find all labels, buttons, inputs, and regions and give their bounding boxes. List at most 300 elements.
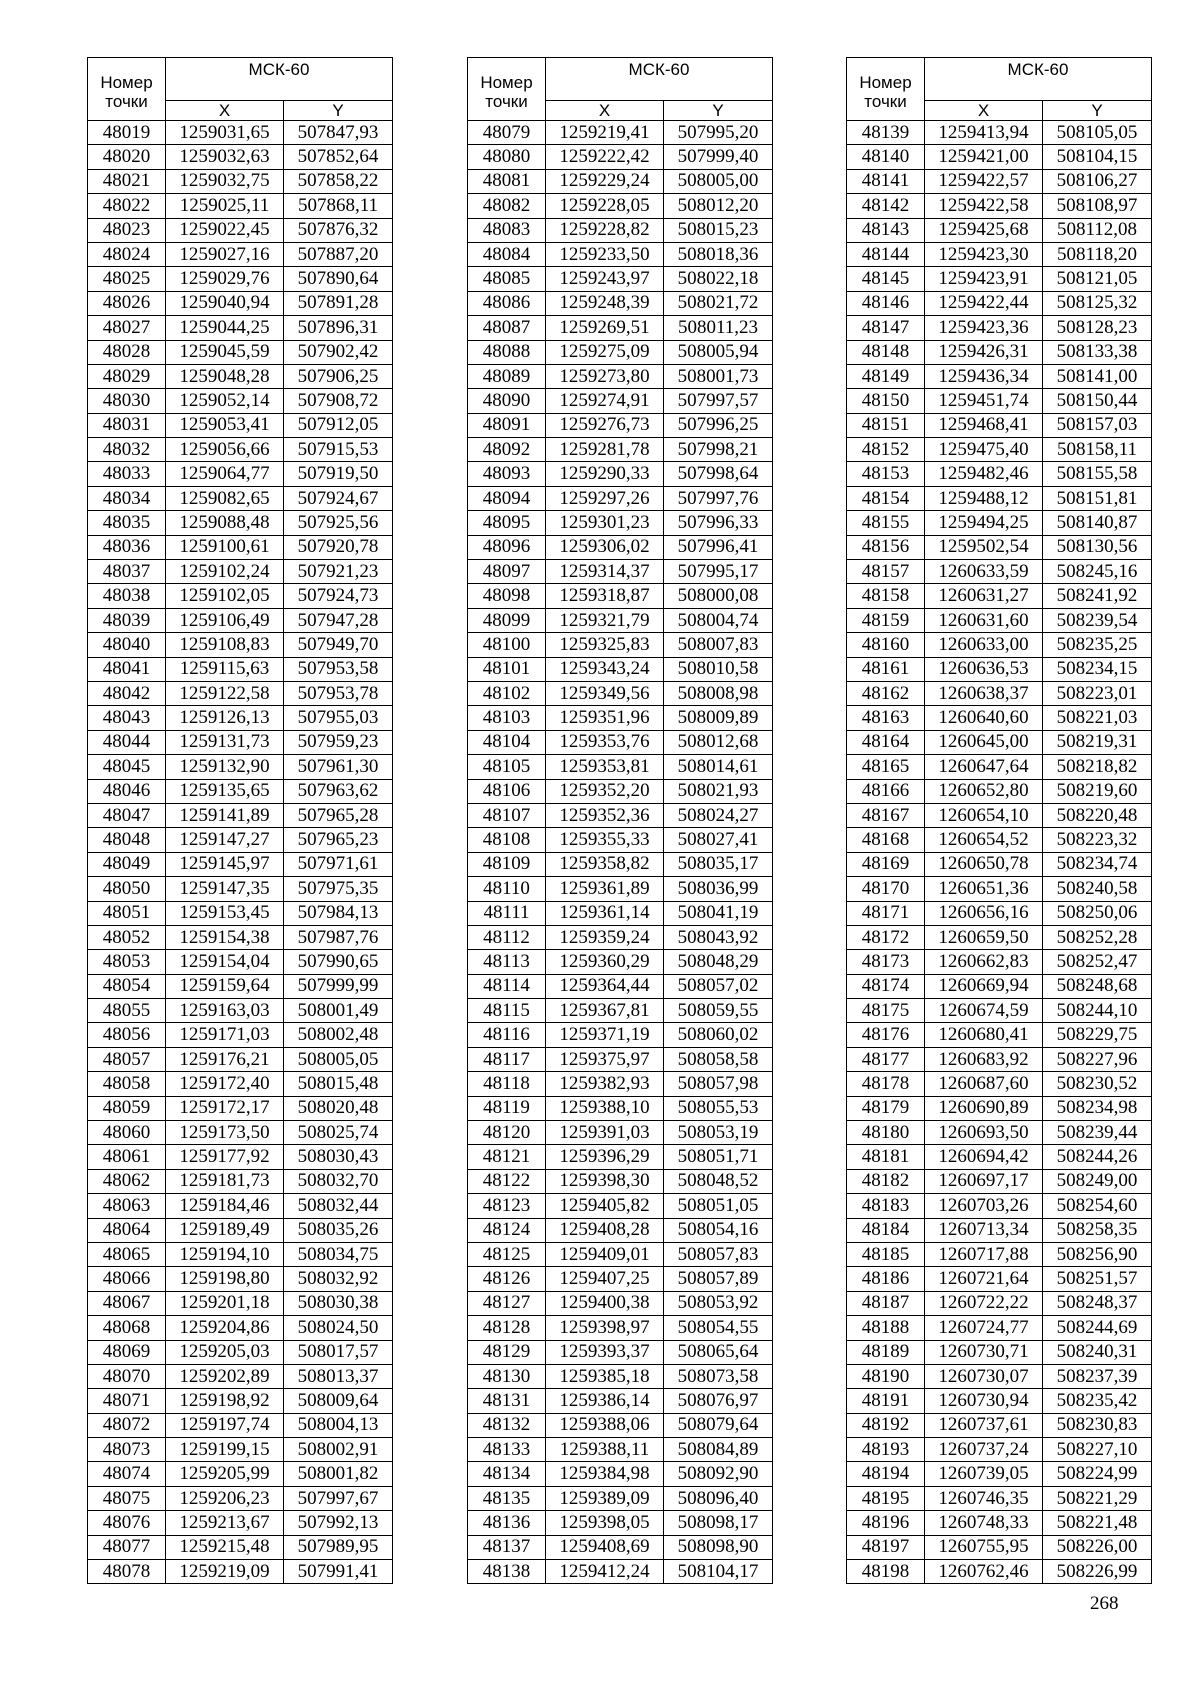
- table-row: [468, 1364, 773, 1388]
- x-coordinate-cell: 1259361,14: [546, 901, 664, 925]
- x-coordinate-cell: 1260717,88: [925, 1242, 1043, 1266]
- y-coordinate-cell: 508106,27: [1043, 169, 1152, 193]
- point-number-cell: 48169: [847, 852, 925, 876]
- point-number-cell: 48135: [468, 1486, 546, 1510]
- point-number-header: Номер точки: [847, 58, 925, 121]
- x-coordinate-cell: 1259219,41: [546, 121, 664, 145]
- point-number-cell: 48105: [468, 755, 546, 779]
- point-number-cell: 48100: [468, 633, 546, 657]
- table-row: [88, 1121, 393, 1145]
- table-row: [88, 608, 393, 632]
- x-coordinate-cell: 1259032,75: [166, 169, 284, 193]
- y-coordinate-cell: 508098,90: [664, 1535, 773, 1559]
- table-row: [468, 169, 773, 193]
- y-coordinate-cell: 508001,82: [284, 1462, 393, 1486]
- table-row: [88, 803, 393, 827]
- x-coordinate-cell: 1260721,64: [925, 1267, 1043, 1291]
- x-coordinate-cell: 1259163,03: [166, 999, 284, 1023]
- point-number-cell: 48177: [847, 1047, 925, 1071]
- y-coordinate-cell: 508112,08: [1043, 218, 1152, 242]
- y-coordinate-cell: 508002,91: [284, 1438, 393, 1462]
- table-row: [468, 608, 773, 632]
- point-number-cell: 48129: [468, 1340, 546, 1364]
- x-coordinate-cell: 1259396,29: [546, 1145, 664, 1169]
- x-coordinate-cell: 1259385,18: [546, 1364, 664, 1388]
- point-number-cell: 48058: [88, 1072, 166, 1096]
- point-number-cell: 48092: [468, 438, 546, 462]
- y-coordinate-cell: 507890,64: [284, 267, 393, 291]
- point-number-cell: 48141: [847, 169, 925, 193]
- x-coordinate-cell: 1259141,89: [166, 803, 284, 827]
- point-number-cell: 48071: [88, 1389, 166, 1413]
- y-coordinate-cell: 508125,32: [1043, 291, 1152, 315]
- point-number-cell: 48186: [847, 1267, 925, 1291]
- table-row: [468, 1291, 773, 1315]
- y-coordinate-cell: 507953,58: [284, 657, 393, 681]
- y-coordinate-cell: 508057,89: [664, 1267, 773, 1291]
- x-coordinate-cell: 1260654,52: [925, 828, 1043, 852]
- point-number-cell: 48114: [468, 974, 546, 998]
- point-number-cell: 48193: [847, 1438, 925, 1462]
- table-row: [88, 681, 393, 705]
- y-coordinate-cell: 508005,05: [284, 1047, 393, 1071]
- y-coordinate-cell: 507847,93: [284, 121, 393, 145]
- y-coordinate-cell: 508065,64: [664, 1340, 773, 1364]
- table-row: [468, 560, 773, 584]
- x-coordinate-cell: 1259147,35: [166, 877, 284, 901]
- x-coordinate-cell: 1259176,21: [166, 1047, 284, 1071]
- table-row: [468, 1486, 773, 1510]
- x-coordinate-cell: 1259197,74: [166, 1413, 284, 1437]
- y-coordinate-cell: 507891,28: [284, 291, 393, 315]
- y-coordinate-cell: 508221,29: [1043, 1486, 1152, 1510]
- y-coordinate-cell: 508030,38: [284, 1291, 393, 1315]
- point-number-cell: 48076: [88, 1511, 166, 1535]
- point-number-cell: 48132: [468, 1413, 546, 1437]
- x-coordinate-cell: 1259371,19: [546, 1023, 664, 1047]
- table-row: [88, 1389, 393, 1413]
- x-coordinate-cell: 1259405,82: [546, 1194, 664, 1218]
- table-row: [88, 999, 393, 1023]
- point-number-cell: 48024: [88, 242, 166, 266]
- point-number-cell: 48130: [468, 1364, 546, 1388]
- y-coordinate-cell: 508220,48: [1043, 803, 1152, 827]
- x-coordinate-cell: 1260730,71: [925, 1340, 1043, 1364]
- point-number-cell: 48113: [468, 950, 546, 974]
- point-number-cell: 48158: [847, 584, 925, 608]
- x-coordinate-cell: 1260633,00: [925, 633, 1043, 657]
- y-coordinate-cell: 508248,68: [1043, 974, 1152, 998]
- table-row: [88, 1413, 393, 1437]
- point-number-cell: 48027: [88, 316, 166, 340]
- table-row: [847, 364, 1152, 388]
- x-coordinate-cell: 1260631,27: [925, 584, 1043, 608]
- x-coordinate-cell: 1259276,73: [546, 413, 664, 437]
- x-coordinate-cell: 1259388,11: [546, 1438, 664, 1462]
- x-coordinate-cell: 1259398,05: [546, 1511, 664, 1535]
- table-row: [468, 486, 773, 510]
- point-number-cell: 48042: [88, 681, 166, 705]
- x-coordinate-cell: 1259421,00: [925, 145, 1043, 169]
- point-number-cell: 48096: [468, 535, 546, 559]
- y-coordinate-cell: 507953,78: [284, 681, 393, 705]
- table-row: [847, 1560, 1152, 1584]
- table-row: [468, 657, 773, 681]
- table-row: [468, 145, 773, 169]
- point-number-header: Номер точки: [468, 58, 546, 121]
- y-coordinate-cell: 508105,05: [1043, 121, 1152, 145]
- x-coordinate-cell: 1259202,89: [166, 1364, 284, 1388]
- y-coordinate-cell: 508244,10: [1043, 999, 1152, 1023]
- point-number-cell: 48029: [88, 364, 166, 388]
- table-row: [468, 242, 773, 266]
- point-number-cell: 48174: [847, 974, 925, 998]
- point-number-cell: 48162: [847, 681, 925, 705]
- point-number-cell: 48048: [88, 828, 166, 852]
- point-number-cell: 48126: [468, 1267, 546, 1291]
- table-row: [847, 852, 1152, 876]
- x-coordinate-cell: 1259053,41: [166, 413, 284, 437]
- point-number-cell: 48063: [88, 1194, 166, 1218]
- x-coordinate-cell: 1259301,23: [546, 511, 664, 535]
- table-row: [468, 1267, 773, 1291]
- table-row: [847, 1535, 1152, 1559]
- x-coordinate-cell: 1259388,10: [546, 1096, 664, 1120]
- point-number-cell: 48095: [468, 511, 546, 535]
- table-row: [847, 779, 1152, 803]
- y-coordinate-cell: 508151,81: [1043, 486, 1152, 510]
- y-coordinate-cell: 508240,31: [1043, 1340, 1152, 1364]
- x-coordinate-cell: 1259422,44: [925, 291, 1043, 315]
- table-row: [847, 291, 1152, 315]
- x-coordinate-cell: 1259189,49: [166, 1218, 284, 1242]
- point-number-cell: 48117: [468, 1047, 546, 1071]
- x-coordinate-cell: 1259367,81: [546, 999, 664, 1023]
- y-coordinate-cell: 507998,21: [664, 438, 773, 462]
- table-row: [468, 925, 773, 949]
- table-row: [88, 1364, 393, 1388]
- x-coordinate-cell: 1259352,36: [546, 803, 664, 827]
- y-coordinate-cell: 507987,76: [284, 925, 393, 949]
- x-coordinate-cell: 1260697,17: [925, 1169, 1043, 1193]
- table-row: [88, 1169, 393, 1193]
- point-number-header: Номер точки: [88, 58, 166, 121]
- x-coordinate-cell: 1259206,23: [166, 1486, 284, 1510]
- y-coordinate-cell: 508032,92: [284, 1267, 393, 1291]
- table-row: [468, 755, 773, 779]
- point-number-cell: 48184: [847, 1218, 925, 1242]
- table-row: [847, 169, 1152, 193]
- table-row: [88, 438, 393, 462]
- table-row: [468, 511, 773, 535]
- point-number-cell: 48195: [847, 1486, 925, 1510]
- x-coordinate-cell: 1259032,63: [166, 145, 284, 169]
- x-coordinate-cell: 1259425,68: [925, 218, 1043, 242]
- x-coordinate-cell: 1259025,11: [166, 194, 284, 218]
- y-coordinate-cell: 508258,35: [1043, 1218, 1152, 1242]
- table-row: [88, 1242, 393, 1266]
- point-number-cell: 48073: [88, 1438, 166, 1462]
- x-coordinate-cell: 1260680,41: [925, 1023, 1043, 1047]
- y-coordinate-cell: 508252,47: [1043, 950, 1152, 974]
- table-row: [88, 730, 393, 754]
- point-number-cell: 48160: [847, 633, 925, 657]
- x-coordinate-cell: 1259082,65: [166, 486, 284, 510]
- point-number-cell: 48033: [88, 462, 166, 486]
- y-coordinate-cell: 508060,02: [664, 1023, 773, 1047]
- y-coordinate-cell: 507989,95: [284, 1535, 393, 1559]
- point-number-cell: 48023: [88, 218, 166, 242]
- table-row: [468, 291, 773, 315]
- y-coordinate-cell: 508098,17: [664, 1511, 773, 1535]
- point-number-cell: 48157: [847, 560, 925, 584]
- table-row: [847, 974, 1152, 998]
- table-row: [468, 1560, 773, 1584]
- y-coordinate-cell: 508027,41: [664, 828, 773, 852]
- x-coordinate-cell: 1259243,97: [546, 267, 664, 291]
- point-number-cell: 48192: [847, 1413, 925, 1437]
- point-number-cell: 48154: [847, 486, 925, 510]
- y-coordinate-cell: 508005,94: [664, 340, 773, 364]
- x-coordinate-cell: 1259088,48: [166, 511, 284, 535]
- table-row: [88, 974, 393, 998]
- y-coordinate-cell: 508223,01: [1043, 681, 1152, 705]
- table-row: [847, 535, 1152, 559]
- table-row: [88, 1072, 393, 1096]
- table-row: [847, 316, 1152, 340]
- y-coordinate-cell: 508241,92: [1043, 584, 1152, 608]
- point-number-cell: 48035: [88, 511, 166, 535]
- y-coordinate-cell: 508054,16: [664, 1218, 773, 1242]
- point-number-cell: 48064: [88, 1218, 166, 1242]
- x-coordinate-cell: 1259181,73: [166, 1169, 284, 1193]
- x-coordinate-cell: 1259386,14: [546, 1389, 664, 1413]
- x-coordinate-cell: 1259423,36: [925, 316, 1043, 340]
- x-coordinate-cell: 1259364,44: [546, 974, 664, 998]
- point-number-cell: 48128: [468, 1316, 546, 1340]
- table-row: [847, 1486, 1152, 1510]
- y-coordinate-cell: 507965,23: [284, 828, 393, 852]
- x-coordinate-cell: 1259426,31: [925, 340, 1043, 364]
- point-number-cell: 48179: [847, 1096, 925, 1120]
- y-coordinate-cell: 508010,58: [664, 657, 773, 681]
- table-row: [88, 340, 393, 364]
- table-row: [847, 1511, 1152, 1535]
- x-coordinate-cell: 1259358,82: [546, 852, 664, 876]
- point-number-cell: 48140: [847, 145, 925, 169]
- table-row: [468, 706, 773, 730]
- y-coordinate-cell: 508048,29: [664, 950, 773, 974]
- point-number-cell: 48175: [847, 999, 925, 1023]
- x-coordinate-cell: 1259145,97: [166, 852, 284, 876]
- point-number-cell: 48030: [88, 389, 166, 413]
- y-coordinate-cell: 508244,69: [1043, 1316, 1152, 1340]
- point-number-cell: 48173: [847, 950, 925, 974]
- point-number-cell: 48040: [88, 633, 166, 657]
- point-number-cell: 48090: [468, 389, 546, 413]
- y-coordinate-cell: 508155,58: [1043, 462, 1152, 486]
- point-number-cell: 48188: [847, 1316, 925, 1340]
- point-number-cell: 48190: [847, 1364, 925, 1388]
- point-number-cell: 48198: [847, 1560, 925, 1584]
- table-row: [468, 974, 773, 998]
- x-coordinate-cell: 1259393,37: [546, 1340, 664, 1364]
- y-coordinate-cell: 508018,36: [664, 242, 773, 266]
- table-row: [88, 511, 393, 535]
- x-coordinate-cell: 1260636,53: [925, 657, 1043, 681]
- table-row: [847, 462, 1152, 486]
- x-coordinate-cell: 1259199,15: [166, 1438, 284, 1462]
- table-row: [468, 1462, 773, 1486]
- table-row: [88, 291, 393, 315]
- table-row: [468, 462, 773, 486]
- y-coordinate-cell: 508051,05: [664, 1194, 773, 1218]
- y-coordinate-cell: 508104,15: [1043, 145, 1152, 169]
- table-row: [847, 828, 1152, 852]
- y-coordinate-cell: 507921,23: [284, 560, 393, 584]
- table-row: [468, 681, 773, 705]
- x-coordinate-cell: 1259229,24: [546, 169, 664, 193]
- x-coordinate-cell: 1259343,24: [546, 657, 664, 681]
- x-coordinate-cell: 1259228,05: [546, 194, 664, 218]
- y-coordinate-cell: 508024,27: [664, 803, 773, 827]
- y-coordinate-cell: 508041,19: [664, 901, 773, 925]
- table-row: [468, 121, 773, 145]
- y-coordinate-cell: 508079,64: [664, 1413, 773, 1437]
- y-coordinate-cell: 508057,02: [664, 974, 773, 998]
- y-coordinate-cell: 507995,20: [664, 121, 773, 145]
- table-row: [468, 364, 773, 388]
- x-coordinate-cell: 1259056,66: [166, 438, 284, 462]
- table-row: [847, 1364, 1152, 1388]
- table-row: [468, 340, 773, 364]
- x-coordinate-cell: 1260722,22: [925, 1291, 1043, 1315]
- y-coordinate-cell: 508234,15: [1043, 657, 1152, 681]
- y-coordinate-cell: 508054,55: [664, 1316, 773, 1340]
- x-coordinate-cell: 1260659,50: [925, 925, 1043, 949]
- table-row: [88, 1560, 393, 1584]
- y-coordinate-cell: 507999,99: [284, 974, 393, 998]
- point-number-cell: 48065: [88, 1242, 166, 1266]
- table-row: [88, 925, 393, 949]
- table-row: [88, 267, 393, 291]
- y-coordinate-cell: 508226,99: [1043, 1560, 1152, 1584]
- x-coordinate-cell: 1260640,60: [925, 706, 1043, 730]
- y-coordinate-cell: 508084,89: [664, 1438, 773, 1462]
- y-coordinate-cell: 508035,17: [664, 852, 773, 876]
- y-coordinate-cell: 507990,65: [284, 950, 393, 974]
- point-number-cell: 48191: [847, 1389, 925, 1413]
- x-coordinate-cell: 1260737,61: [925, 1413, 1043, 1437]
- point-number-cell: 48155: [847, 511, 925, 535]
- y-coordinate-cell: 508030,43: [284, 1145, 393, 1169]
- x-coordinate-cell: 1260755,95: [925, 1535, 1043, 1559]
- y-coordinate-cell: 508234,98: [1043, 1096, 1152, 1120]
- y-coordinate-cell: 508235,42: [1043, 1389, 1152, 1413]
- point-number-cell: 48020: [88, 145, 166, 169]
- point-number-cell: 48056: [88, 1023, 166, 1047]
- y-coordinate-cell: 508252,28: [1043, 925, 1152, 949]
- table-row: [847, 1047, 1152, 1071]
- point-number-cell: 48150: [847, 389, 925, 413]
- x-coordinate-cell: 1259171,03: [166, 1023, 284, 1047]
- point-number-cell: 48043: [88, 706, 166, 730]
- y-coordinate-cell: 507959,23: [284, 730, 393, 754]
- table-row: [88, 1194, 393, 1218]
- point-number-cell: 48182: [847, 1169, 925, 1193]
- x-coordinate-cell: 1259274,91: [546, 389, 664, 413]
- y-coordinate-cell: 508224,99: [1043, 1462, 1152, 1486]
- x-coordinate-cell: 1259389,09: [546, 1486, 664, 1510]
- table-row: [847, 121, 1152, 145]
- x-coordinate-cell: 1259436,34: [925, 364, 1043, 388]
- x-coordinate-cell: 1259131,73: [166, 730, 284, 754]
- point-number-cell: 48146: [847, 291, 925, 315]
- table-row: [88, 1486, 393, 1510]
- x-coordinate-cell: 1259475,40: [925, 438, 1043, 462]
- y-coordinate-cell: 508012,20: [664, 194, 773, 218]
- point-number-cell: 48061: [88, 1145, 166, 1169]
- table-row: [847, 1121, 1152, 1145]
- y-coordinate-cell: 508128,23: [1043, 316, 1152, 340]
- y-coordinate-cell: 507915,53: [284, 438, 393, 462]
- x-coordinate-cell: 1259423,30: [925, 242, 1043, 266]
- table-row: [468, 1511, 773, 1535]
- x-coordinate-cell: 1260730,94: [925, 1389, 1043, 1413]
- y-coordinate-cell: 508005,00: [664, 169, 773, 193]
- y-coordinate-cell: 508237,39: [1043, 1364, 1152, 1388]
- point-number-cell: 48172: [847, 925, 925, 949]
- y-coordinate-cell: 507908,72: [284, 389, 393, 413]
- y-coordinate-cell: 508251,57: [1043, 1267, 1152, 1291]
- table-row: [847, 486, 1152, 510]
- y-coordinate-cell: 508004,13: [284, 1413, 393, 1437]
- y-coordinate-cell: 508057,98: [664, 1072, 773, 1096]
- table-row: [88, 657, 393, 681]
- point-number-cell: 48156: [847, 535, 925, 559]
- y-coordinate-cell: 507996,41: [664, 535, 773, 559]
- table-row: [468, 779, 773, 803]
- point-number-cell: 48067: [88, 1291, 166, 1315]
- point-number-cell: 48139: [847, 121, 925, 145]
- y-coordinate-cell: 508032,70: [284, 1169, 393, 1193]
- table-row: [88, 828, 393, 852]
- table-row: [847, 1096, 1152, 1120]
- x-coordinate-cell: 1260654,10: [925, 803, 1043, 827]
- table-row: [847, 1145, 1152, 1169]
- x-coordinate-cell: 1260638,37: [925, 681, 1043, 705]
- table-row: [468, 218, 773, 242]
- x-coordinate-cell: 1260631,60: [925, 608, 1043, 632]
- point-number-cell: 48041: [88, 657, 166, 681]
- y-coordinate-cell: 508015,23: [664, 218, 773, 242]
- y-coordinate-cell: 508121,05: [1043, 267, 1152, 291]
- x-header: X: [925, 101, 1043, 121]
- point-number-cell: 48153: [847, 462, 925, 486]
- y-coordinate-cell: 507902,42: [284, 340, 393, 364]
- x-coordinate-cell: 1260656,16: [925, 901, 1043, 925]
- point-number-cell: 48021: [88, 169, 166, 193]
- point-number-cell: 48066: [88, 1267, 166, 1291]
- point-number-cell: 48091: [468, 413, 546, 437]
- table-row: [847, 267, 1152, 291]
- y-coordinate-cell: 508221,48: [1043, 1511, 1152, 1535]
- table-row: [468, 584, 773, 608]
- point-number-cell: 48082: [468, 194, 546, 218]
- table-row: [847, 1169, 1152, 1193]
- x-coordinate-cell: 1259198,92: [166, 1389, 284, 1413]
- x-coordinate-cell: 1259318,87: [546, 584, 664, 608]
